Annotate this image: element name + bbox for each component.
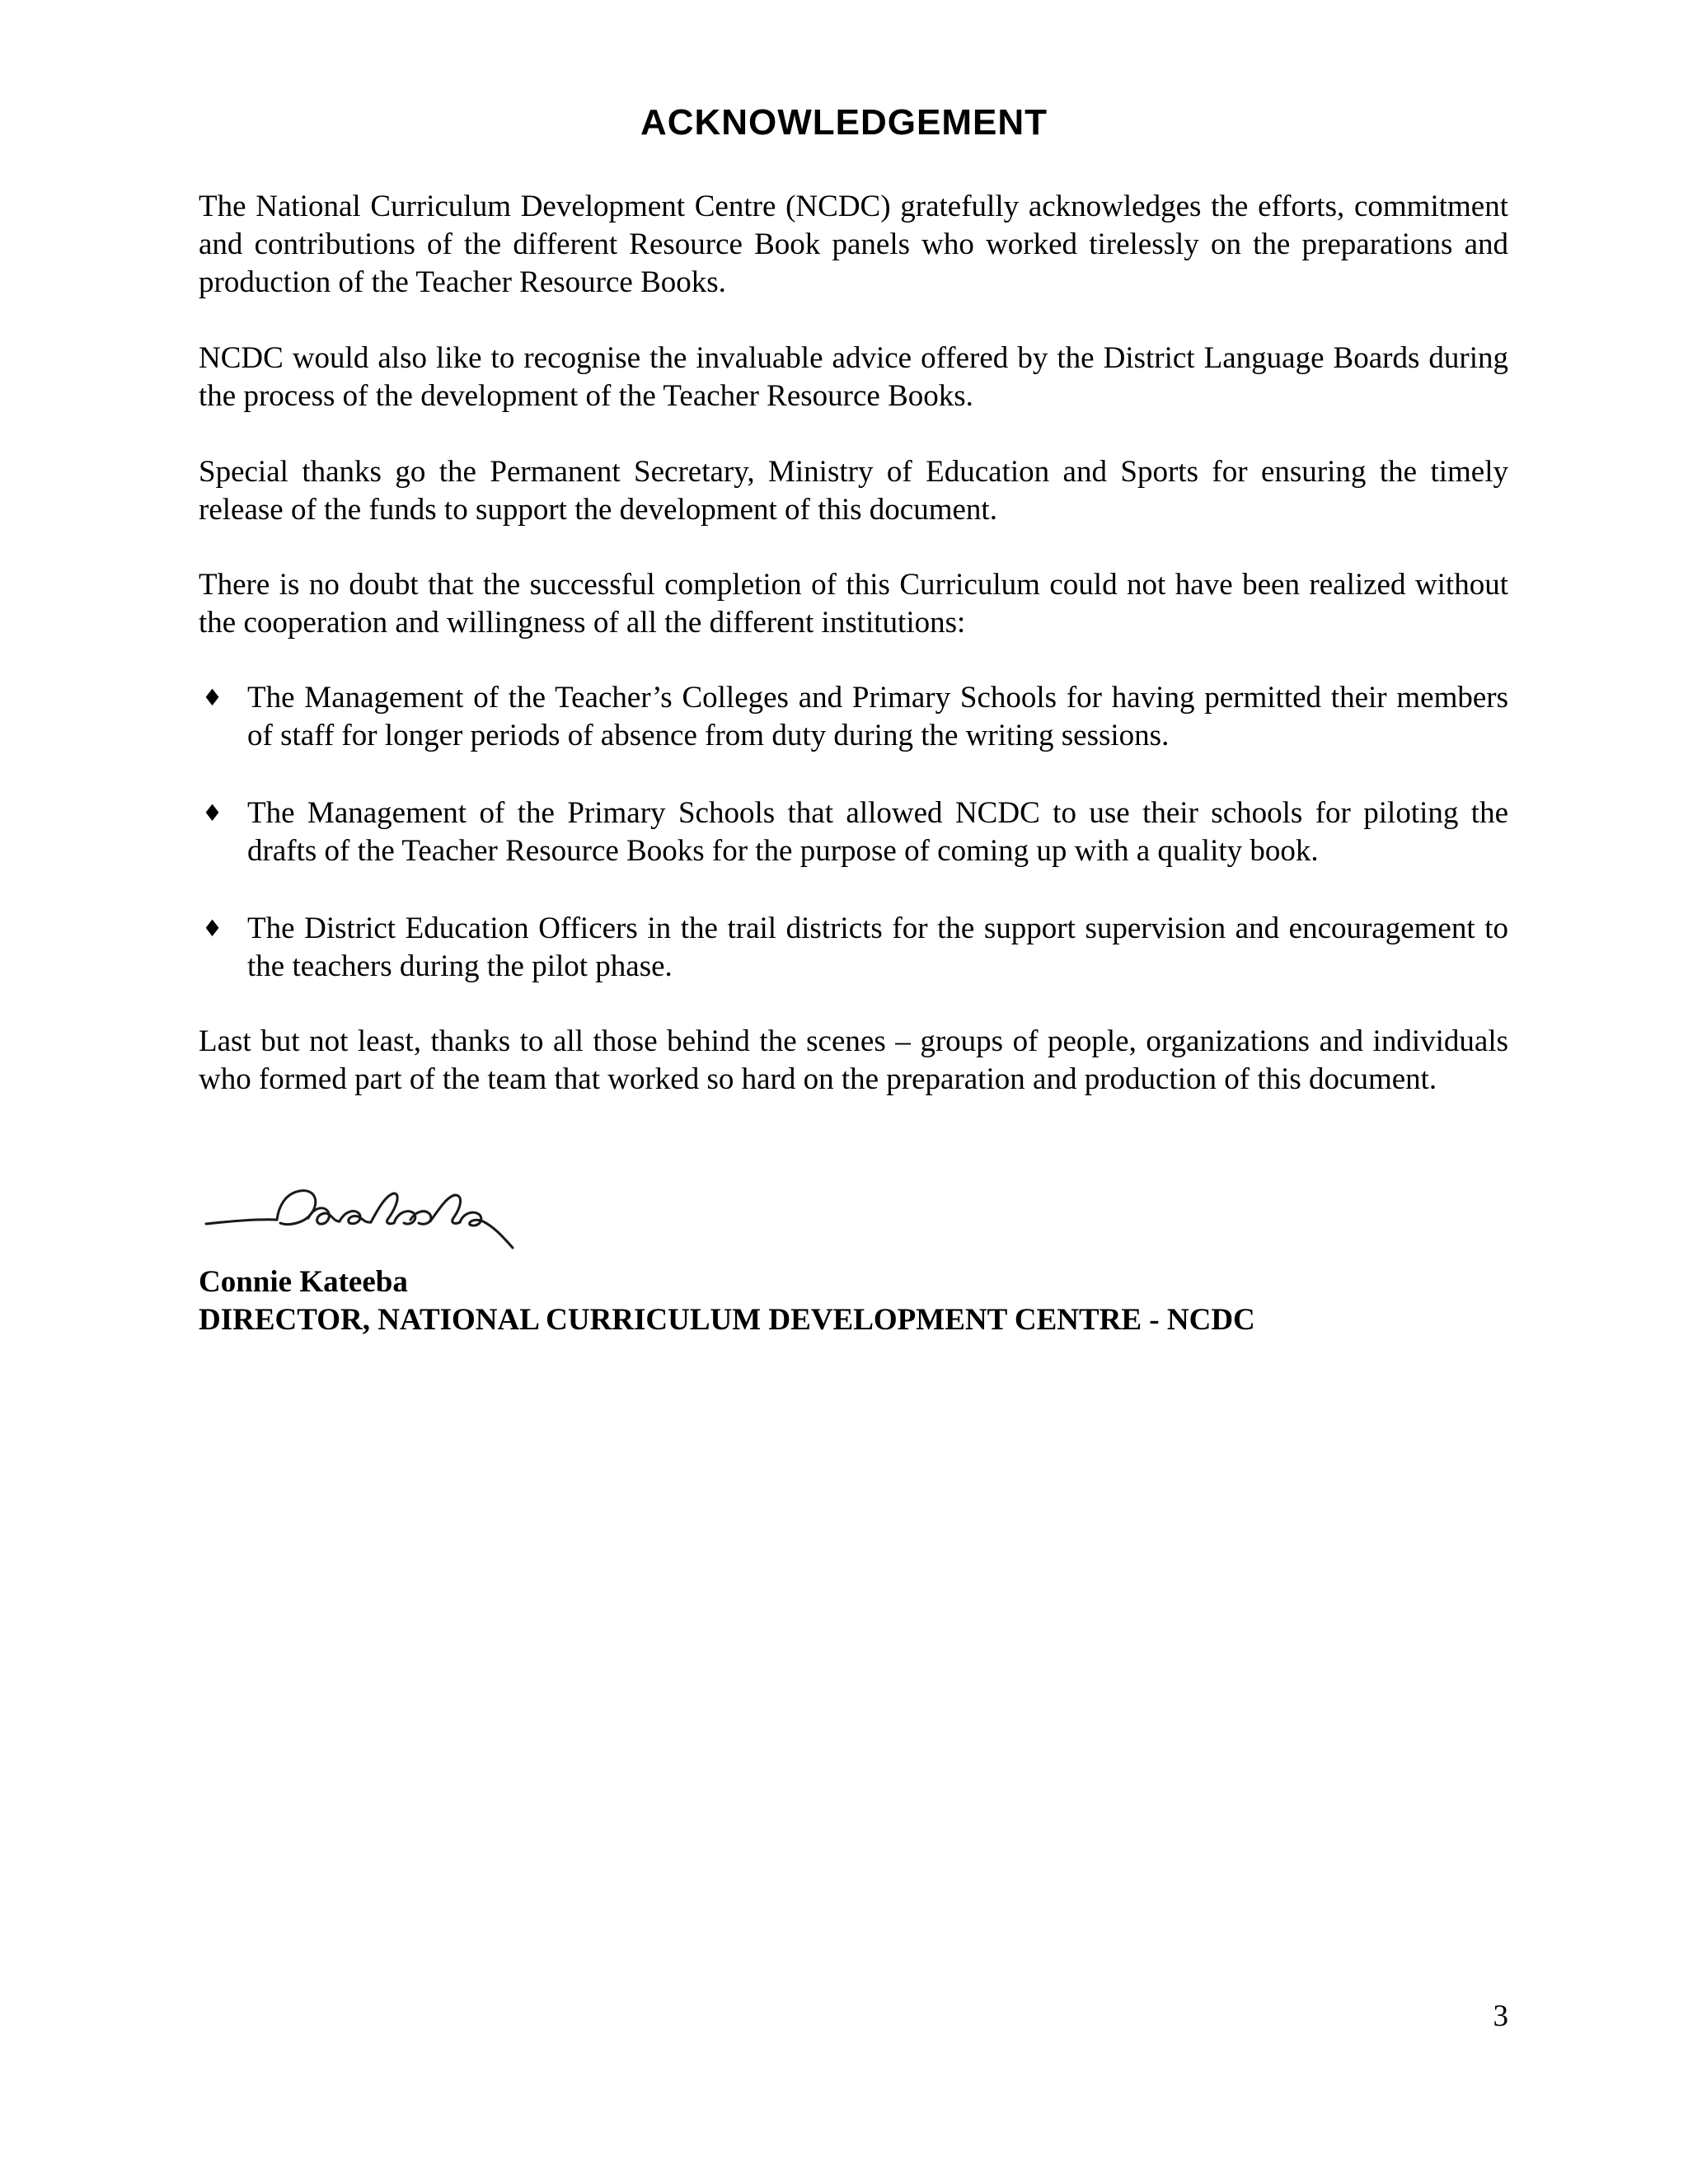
bullet-text: The Management of the Primary Schools that allowed NCDC to use their schools for piloting the drafts of the Teacher Resource Books for the purpose of coming up with a quality book. [247, 796, 1508, 868]
paragraph-language-boards: NCDC would also like to recognise the invaluable advice offered by the District Language Boards during the process of the development of the Teacher Resource Books. [199, 341, 1508, 413]
diamond-bullet-icon: ♦ [202, 799, 223, 827]
bullet-item [199, 679, 1508, 755]
paragraph-ncdc-thanks: The National Curriculum Development Centre (NCDC) gratefully acknowledges the efforts, commitment and contributions of the different Resource Book panels who worked tirelessly on the preparations and production of the Teacher Resource Books. [199, 190, 1508, 299]
paragraph-closing: Last but not least, thanks to all those behind the scenes – groups of people, organizations and individuals who formed part of the team that worked so hard on the preparation and production of this document. [199, 1024, 1508, 1096]
signature-image [203, 1177, 549, 1255]
paragraph-permanent-secretary: Special thanks go the Permanent Secretary, Ministry of Education and Sports for ensuring the timely release of the funds to support the development of this document. [199, 455, 1508, 527]
bullet-item [199, 910, 1508, 986]
signatory-name: Connie Kateeba [199, 1265, 408, 1299]
paragraph-institutions-intro: There is no doubt that the successful completion of this Curriculum could not have been realized without the cooperation and willingness of all the different institutions: [199, 568, 1508, 640]
signatory-role: DIRECTOR, NATIONAL CURRICULUM DEVELOPMENT CENTRE - NCDC [199, 1303, 1255, 1337]
page-title: ACKNOWLEDGEMENT [640, 102, 1048, 143]
page-number: 3 [1493, 1999, 1508, 2033]
diamond-bullet-icon: ♦ [202, 915, 223, 942]
diamond-bullet-icon: ♦ [202, 684, 223, 711]
bullet-item [199, 794, 1508, 870]
bullet-text: The District Education Officers in the trail districts for the support supervision and encouragement to the teachers during the pilot phase. [247, 912, 1508, 983]
bullet-text: The Management of the Teacher’s Colleges and Primary Schools for having permitted their members of staff for longer periods of absence from duty during the writing sessions. [247, 681, 1508, 752]
